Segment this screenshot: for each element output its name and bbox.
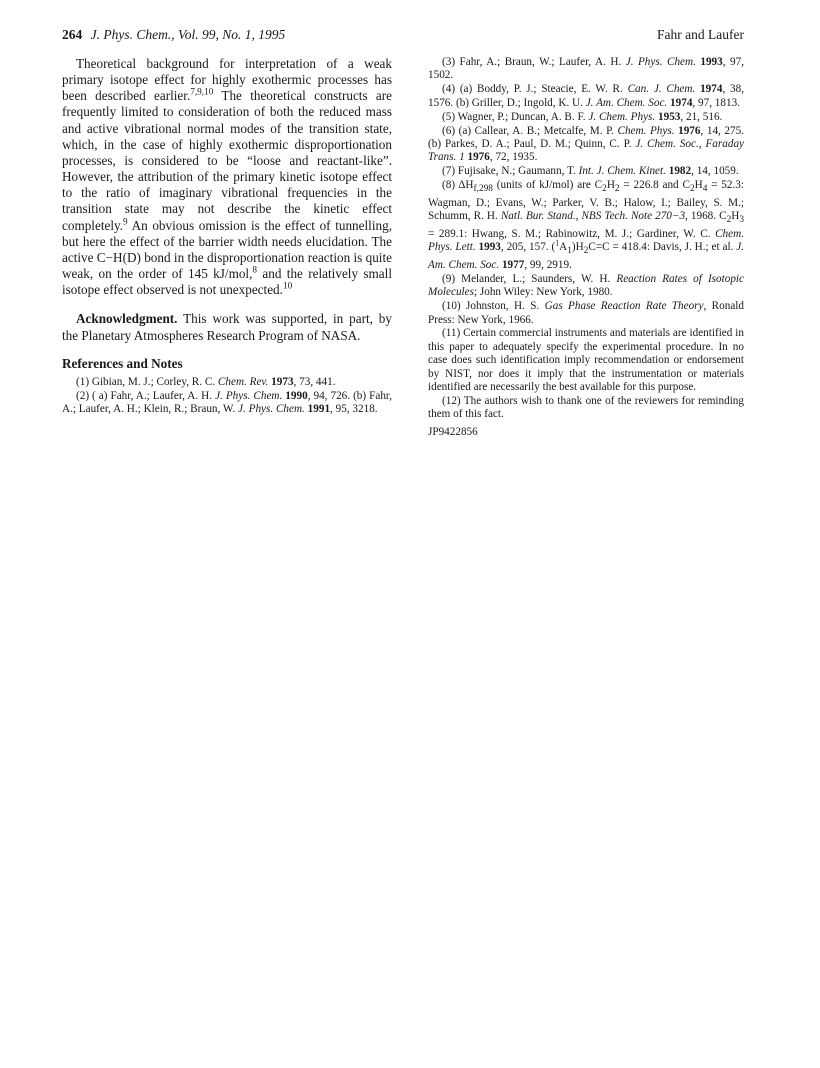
left-column (62, 56, 392, 417)
running-authors: Fahr and Laufer (657, 27, 744, 42)
reference-item: (2) ( a) Fahr, A.; Laufer, A. H. J. Phys. Chem. 1990, 94, 726. (b) Fahr, A.; Laufer, A. H.; Klein, R.; Braun, W. J. Phys. Chem. 1991, 95, 3218. (62, 389, 392, 415)
reference-item: (4) (a) Boddy, P. J.; Steacie, E. W. R. Can. J. Chem. 1974, 38, 1576. (b) Griller, D.; Ingold, K. U. J. Am. Chem. Soc. 1974, 97, 1813. (428, 83, 745, 109)
page-header (62, 27, 744, 45)
reference-item: (12) The authors wish to thank one of the reviewers for reminding them of this fact. (428, 394, 744, 421)
reference-item: (3) Fahr, A.; Braun, W.; Laufer, A. H. J. Phys. Chem. 1993, 97, 1502. (428, 56, 745, 82)
page-number: 264 (62, 27, 83, 42)
reference-item: (5) Wagner, P.; Duncan, A. B. F. J. Chem. Phys. 1953, 21, 516. (442, 110, 723, 123)
reference-item: (10) Johnston, H. S. Gas Phase Reaction Rate Theory, Ronald Press: New York, 1966. (428, 300, 744, 326)
reference-item: (7) Fujisake, N.; Gaumann, T. Int. J. Chem. Kinet. 1982, 14, 1059. (442, 165, 739, 178)
reference-item: (1) Gibian, M. J.; Corley, R. C. Chem. Rev. 1973, 73, 441. (76, 375, 336, 388)
reference-item: (9) Melander, L.; Saunders, W. H. Reaction Rates of Isotopic Molecules; John Wiley: New York, 1980. (428, 272, 744, 299)
right-column (428, 56, 744, 440)
reference-item: (11) Certain commercial instruments and materials are identified in this paper to adequately specify the experimental procedure. In no case does such identification imply recommendation or endorsement by NIST, nor does it imply that the instrumentation or materials identified are necessarily the best available for this purpose. (428, 327, 744, 394)
reference-item: (6) (a) Callear, A. B.; Metcalfe, M. P. Chem. Phys. 1976, 14, 275. (b) Parkes, D. A.; Paul, D. M.; Quinn, C. P. J. Chem. Soc., Faraday Trans. 1 1976, 72, 1935. (428, 124, 745, 164)
journal-citation: J. Phys. Chem., Vol. 99, No. 1, 1995 (90, 27, 286, 42)
acknowledgment: Acknowledgment. This work was supported, in part, by the Planetary Atmospheres Research Program of NASA. (62, 311, 392, 343)
reference-item: (8) $\Delta H_{f,298}$ (units of kJ/mol) are $C_2H_2 = 226.8$ and $C_2H_4 = 52.3$: Wagman, D.; Evans, W.; Parker, V. B.; Halow, I.; Bailey, S. M.; Schumm, R. H. Natl. Bur. Stand., NBS Tech. Note 270−3, 1968. $C_2H_3 = 289.1$: Hwang, S. M.; Rabinowitz, M. J.; Gardiner, W. C. Chem. Phys. Lett. 1993, 205, 157. $(^1A_1)H_2C=C = 418.4$: Davis, J. H.; et al. J. Am. Chem. Soc. 1977, 99, 2919. (428, 179, 744, 271)
body-paragraph: Theoretical background for interpretation of a weak primary isotope effect for highly exothermic processes has been described earlier.$^{7,9,10}$ The theoretical constructs are frequently limited to consideration of both the reduced mass and active vibrational normal modes of the transition state, which, in the case of highly exothermic disproportionation processes, is considered to be “loose and reactant-like”. However, the attribution of the primary kinetic isotope effect to the ratio of imaginary vibrational frequencies in the transition state may not describe the kinetic effect completely.$^9$ An obvious omission is the effect of tunnelling, but here the effect of the barrier width needs elucidation. The active C−H(D) bond in the disproportionation reaction is quite weak, on the order of 145 kJ/mol,$^8$ and the relatively small isotope effect observed is not unexpected.$^{10}$ (62, 56, 392, 298)
references-heading: References and Notes (62, 355, 183, 371)
document-code: JP9422856 (428, 425, 478, 438)
